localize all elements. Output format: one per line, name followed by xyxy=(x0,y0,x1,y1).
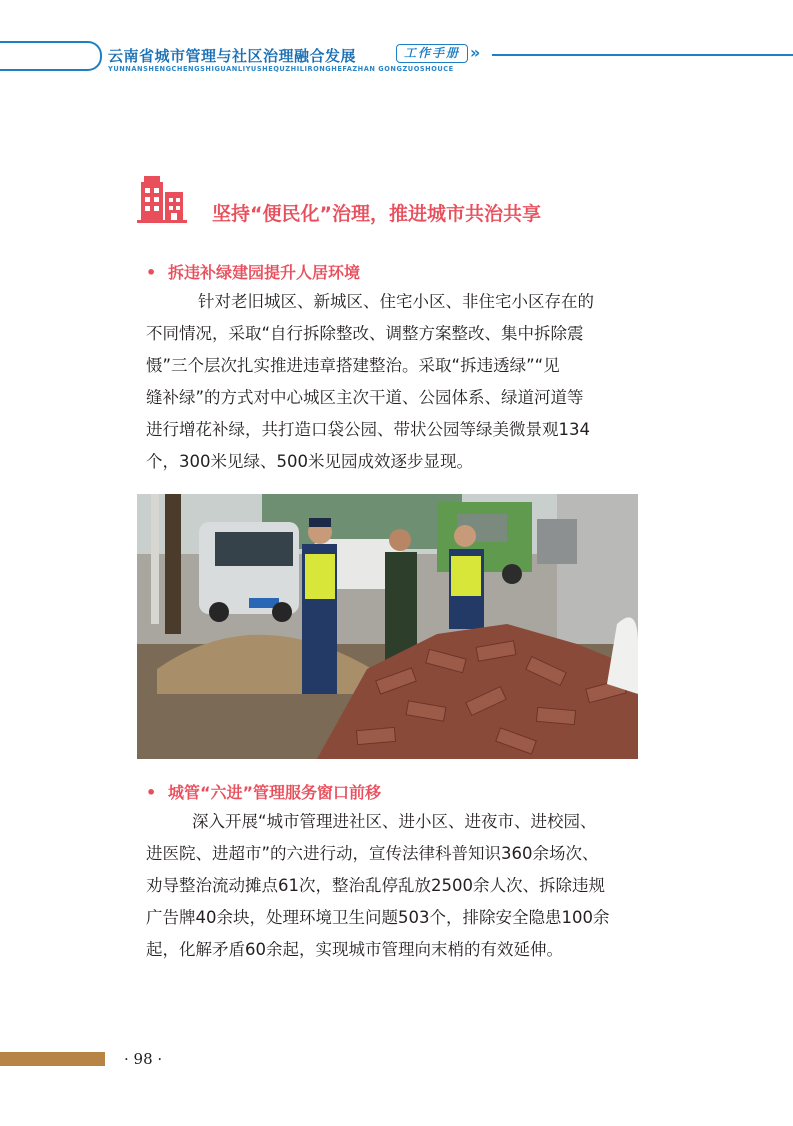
header-frame xyxy=(0,41,102,71)
paragraph-line: 针对老旧城区、新城区、住宅小区、非住宅小区存在的 xyxy=(198,292,594,311)
paragraph-2 xyxy=(146,806,646,966)
paragraph-line: 起，化解矛盾60余起，实现城市管理向末梢的有效延伸。 xyxy=(146,940,563,959)
photo-illustration xyxy=(137,494,638,759)
footer-bar xyxy=(0,1052,105,1066)
subsection-heading-1-text: 拆违补绿建园提升人居环境 xyxy=(168,263,361,282)
paragraph-line: 广告牌40余块，处理环境卫生问题503个，排除安全隐患100余 xyxy=(146,908,610,927)
subsection-heading-1 xyxy=(146,260,360,283)
photo-demolition-site xyxy=(137,494,638,759)
paragraph-line: 慑”三个层次扎实推进违章搭建整治。采取“拆违透绿”“见 xyxy=(146,356,560,375)
buildings-icon xyxy=(137,176,187,224)
paragraph-1 xyxy=(146,286,646,478)
subsection-heading-2-text: 城管“六进”管理服务窗口前移 xyxy=(168,783,382,802)
paragraph-line: 深入开展“城市管理进社区、进小区、进夜市、进校园、 xyxy=(192,812,597,831)
header-title: 云南省城市管理与社区治理融合发展 xyxy=(108,47,357,65)
chevron-right-icon: » xyxy=(470,43,477,62)
header-pinyin: YUNNANSHENGCHENGSHIGUANLIYUSHEQUZHILIRONGHEFAZHAN GONGZUOSHOUCE xyxy=(108,65,454,73)
header-rule xyxy=(492,54,793,56)
section-title: 坚持“便民化”治理，推进城市共治共享 xyxy=(212,203,541,225)
paragraph-line: 个，300米见绿、500米见园成效逐步显现。 xyxy=(146,452,473,471)
header-badge: 工作手册 xyxy=(396,44,468,63)
paragraph-line: 进行增花补绿，共打造口袋公园、带状公园等绿美微景观134 xyxy=(146,420,590,439)
paragraph-line: 缝补绿”的方式对中心城区主次干道、公园体系、绿道河道等 xyxy=(146,388,584,407)
subsection-heading-2 xyxy=(146,780,381,803)
page-number: · 98 · xyxy=(124,1050,163,1068)
bullet: • xyxy=(146,783,157,802)
paragraph-line: 进医院、进超市”的六进行动，宣传法律科普知识360余场次、 xyxy=(146,844,599,863)
bullet: • xyxy=(146,263,157,282)
paragraph-line: 不同情况，采取“自行拆除整改、调整方案整改、集中拆除震 xyxy=(146,324,584,343)
paragraph-line: 劝导整治流动摊点61次，整治乱停乱放2500余人次、拆除违规 xyxy=(146,876,605,895)
